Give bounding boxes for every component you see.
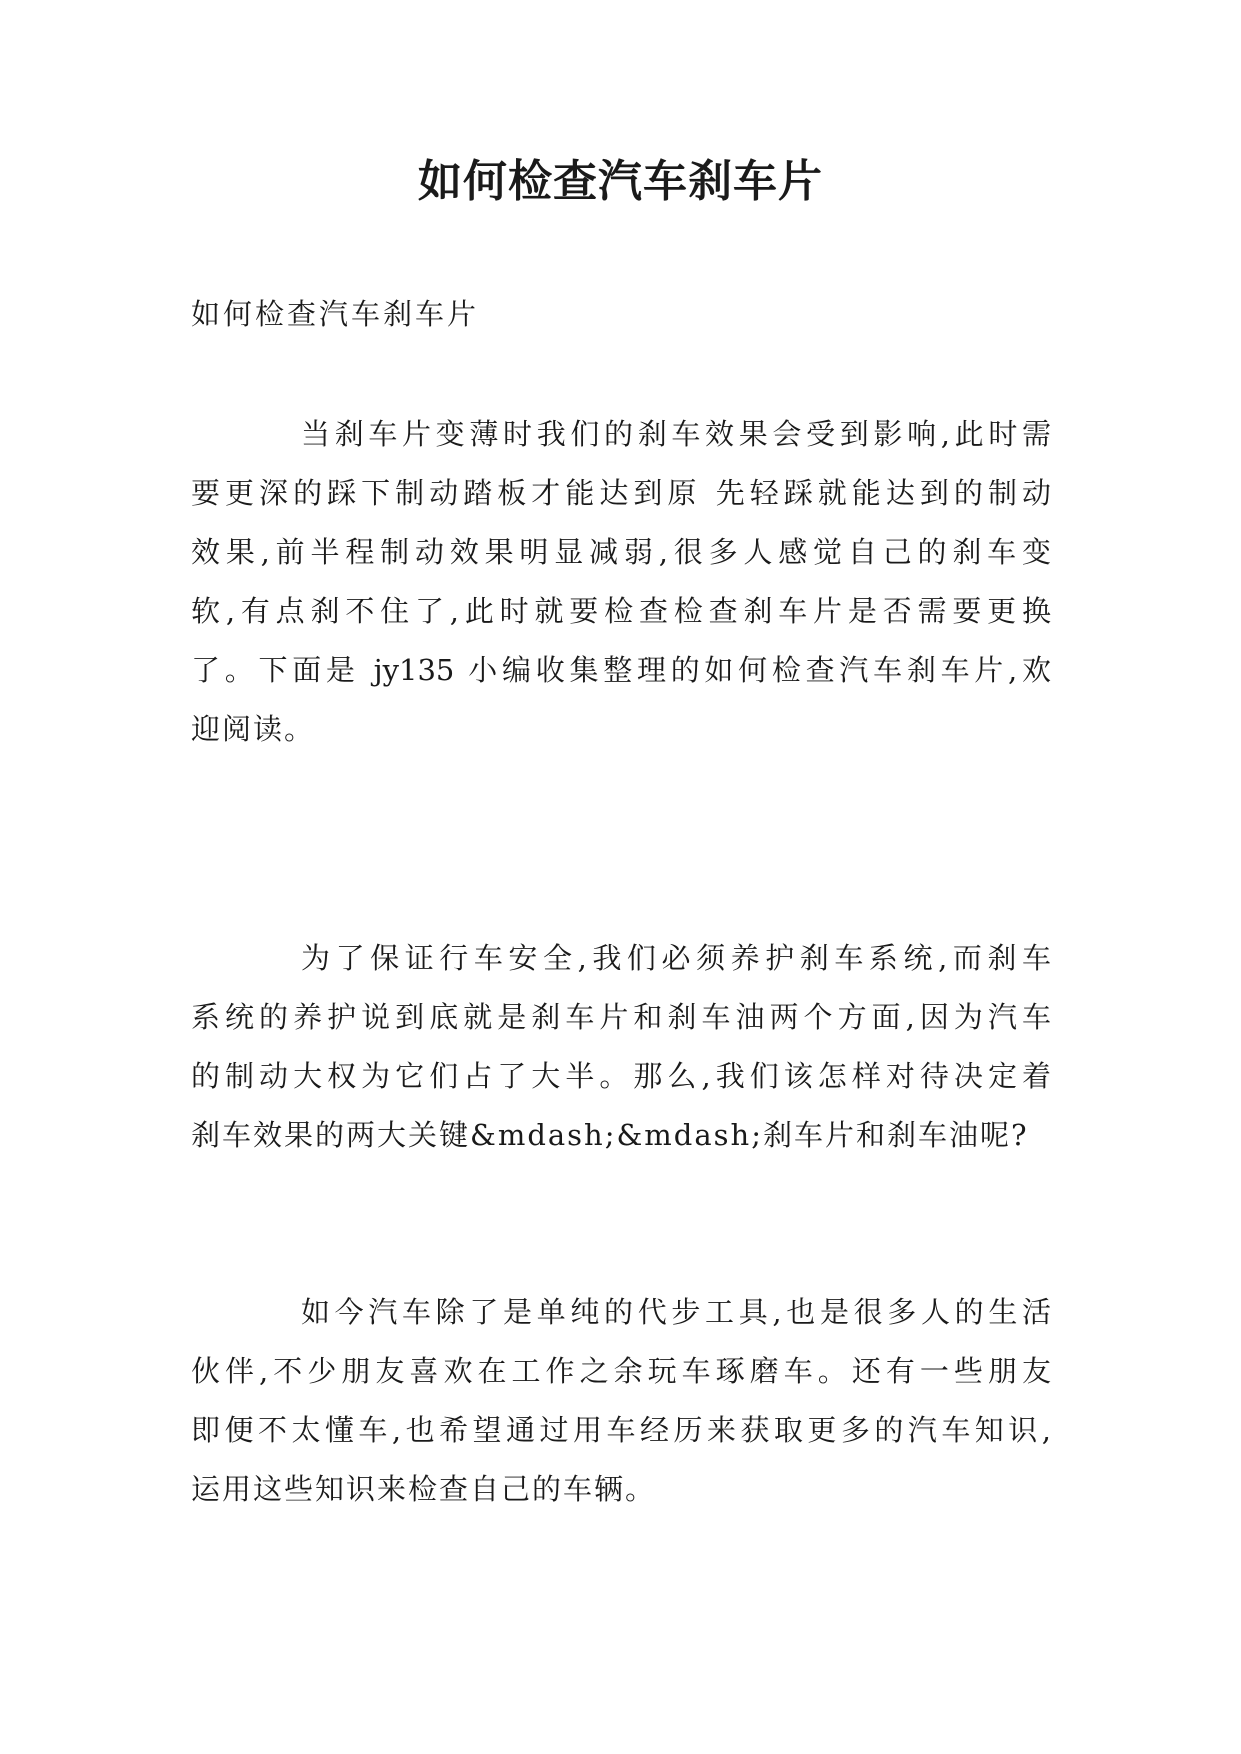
document-title: 如何检查汽车刹车片 [418,156,823,207]
paragraph-line: 迎阅读。 [191,712,316,746]
paragraph-line: 要更深的踩下制动踏板才能达到原 先轻踩就能达到的制动 [191,476,1051,510]
paragraph-line: 软,有点刹不住了,此时就要检查检查刹车片是否需要更换 [191,594,1051,628]
paragraph-1 [191,405,1051,759]
paragraph-line: 系统的养护说到底就是刹车片和刹车油两个方面,因为汽车 [191,1000,1051,1034]
paragraph-line: 即便不太懂车,也希望通过用车经历来获取更多的汽车知识, [191,1413,1051,1447]
paragraph-line: 运用这些知识来检查自己的车辆。 [191,1472,657,1506]
paragraph-line: 为了保证行车安全,我们必须养护刹车系统,而刹车 [301,941,1051,975]
document-subtitle: 如何检查汽车刹车片 [191,297,480,331]
paragraph-line: 的制动大权为它们占了大半。那么,我们该怎样对待决定着 [191,1059,1051,1093]
paragraph-line: 了。下面是 jy135 小编收集整理的如何检查汽车刹车片,欢 [191,653,1051,687]
paragraph-3 [191,1283,1051,1519]
paragraph-line: 效果,前半程制动效果明显减弱,很多人感觉自己的刹车变 [191,535,1051,569]
paragraph-line: 当刹车片变薄时我们的刹车效果会受到影响,此时需 [301,417,1051,451]
paragraph-line: 如今汽车除了是单纯的代步工具,也是很多人的生活 [301,1295,1051,1329]
paragraph-2 [191,929,1051,1165]
paragraph-line: 伙伴,不少朋友喜欢在工作之余玩车琢磨车。还有一些朋友 [191,1354,1051,1388]
paragraph-line: 刹车效果的两大关键&mdash;&mdash;刹车片和刹车油呢? [191,1118,1029,1152]
